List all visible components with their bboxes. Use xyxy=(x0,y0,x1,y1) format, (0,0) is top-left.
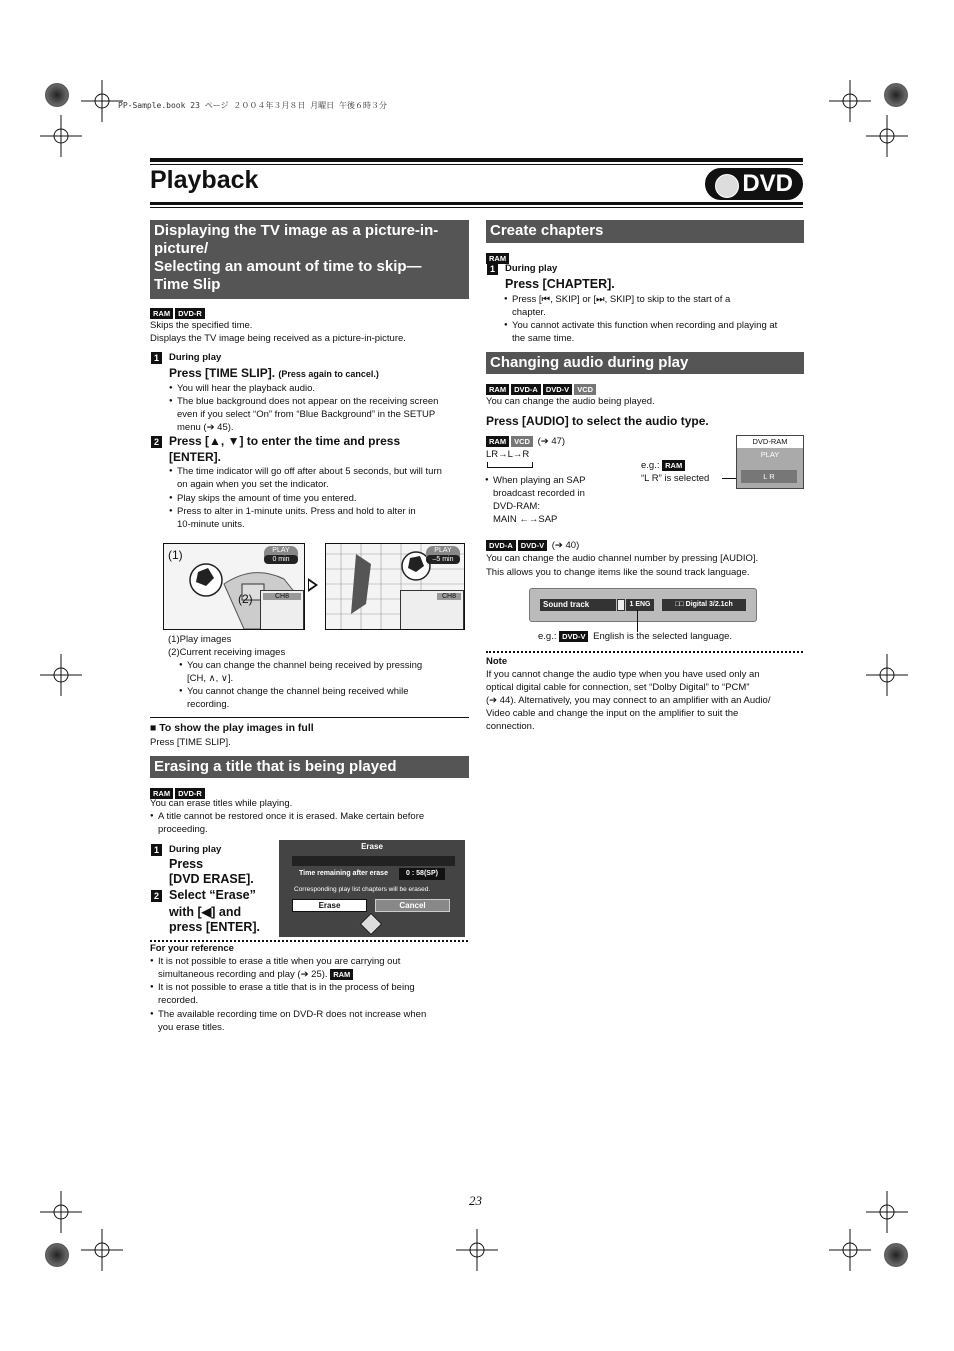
sound-track-number: 1 ENG xyxy=(626,599,654,611)
registration-mark-bc xyxy=(456,1229,498,1271)
dpad-icon xyxy=(360,913,383,936)
bullet-item: ● Press [⏮, SKIP] or [⏭, SKIP] to skip to the start of a xyxy=(512,293,730,306)
registration-mark-r1 xyxy=(866,115,908,157)
registration-mark-l2 xyxy=(40,654,82,696)
updown-icon xyxy=(617,599,625,611)
ref-heading: For your reference xyxy=(150,943,234,954)
label-2: (2) xyxy=(238,592,253,606)
screen-title: Erase xyxy=(361,842,383,851)
bullet-cont: you erase titles. xyxy=(158,1022,225,1033)
sound-track-bar xyxy=(529,588,757,622)
body-text: Press [TIME SLIP]. xyxy=(150,737,231,748)
disc-tags: RAM xyxy=(486,248,511,266)
note-text: Video cable and change the input on the amplifier to suit the xyxy=(486,708,739,719)
bullet-item: ● Play skips the amount of time you entered. xyxy=(177,492,357,505)
osd-title: DVD-RAM xyxy=(737,436,803,448)
title-rule-thin xyxy=(150,207,803,208)
pip-window: CH8 xyxy=(260,590,304,630)
registration-mark-r2 xyxy=(866,654,908,696)
sound-track-codec: □□ Digital 3/2.1ch xyxy=(662,599,746,611)
disc-tags: RAM DVD-R xyxy=(150,303,207,321)
print-header: PP-Sample.book 23 ページ ２００４年３月８日 月曜日 午後６時３分 xyxy=(118,101,387,110)
bullet-item: ● The time indicator will go off after about 5 seconds, but will turn xyxy=(177,465,442,478)
instruction: Press [AUDIO] to select the audio type. xyxy=(486,414,709,428)
play-image-after xyxy=(325,543,465,630)
dvd-logo: DVD xyxy=(705,168,803,200)
bullet-cont: broadcast recorded in xyxy=(493,488,585,499)
disc-icon xyxy=(715,174,739,198)
bullet-cont: [CH, ∧, ∨]. xyxy=(187,673,234,684)
caption: (1)Play images xyxy=(168,634,232,645)
osd-play: PLAY –5 min xyxy=(426,546,460,564)
label-1: (1) xyxy=(168,548,183,562)
note-text: (➔ 44). Alternatively, you may connect to an amplifier with an Audio/ xyxy=(486,695,771,706)
page-number: 23 xyxy=(469,1193,482,1208)
intro-text: Displays the TV image being received as a picture-in-picture. xyxy=(150,333,406,344)
top-rule-thick xyxy=(150,158,803,162)
step-instruction: Press [▲, ▼] to enter the time and press xyxy=(169,434,401,448)
erase-screen xyxy=(279,840,465,937)
step-instruction: Select “Erase” xyxy=(169,888,256,902)
step-number: 1 xyxy=(151,844,162,856)
disc-tags-ref: DVD-A DVD-V (➔ 40) xyxy=(486,539,579,552)
pointer-line xyxy=(637,610,638,632)
cycle-return-arrow xyxy=(487,462,533,468)
intro-text: You can erase titles while playing. xyxy=(150,798,293,809)
registration-mark-l1 xyxy=(40,115,82,157)
play-image-before xyxy=(163,543,305,630)
target-circle-tl xyxy=(45,83,69,107)
bullet-cont: MAIN ←→SAP xyxy=(493,514,558,525)
page-title: Playback xyxy=(150,166,259,194)
bullet-item: ● The blue background does not appear on the receiving screen xyxy=(177,395,438,408)
disc-tags: RAM DVD-R xyxy=(150,783,207,801)
osd-box xyxy=(736,435,804,489)
bullet-cont: chapter. xyxy=(512,307,546,318)
erase-button[interactable]: Erase xyxy=(292,899,367,912)
bullet-item: ● You can change the channel being received by pressing xyxy=(187,659,422,672)
step-instruction: Press [CHAPTER]. xyxy=(505,277,615,291)
step-number: 2 xyxy=(151,436,162,448)
note-heading: Note xyxy=(486,656,508,667)
screen-remaining: Time remaining after erase xyxy=(299,870,388,877)
bullet-item: ● A title cannot be restored once it is erased. Make certain before xyxy=(158,810,424,823)
pip-window: CH8 xyxy=(400,590,464,630)
section-header-time-slip: Displaying the TV image as a picture-in- picture/ Selecting an amount of time to skip— Time Slip xyxy=(150,220,469,299)
body-text: You can change the audio channel number by pressing [AUDIO]. xyxy=(486,553,759,564)
step-number: 1 xyxy=(487,263,498,275)
step-instruction: [DVD ERASE]. xyxy=(169,872,254,886)
disc-tags-ref: RAM VCD (➔ 47) xyxy=(486,435,565,448)
bullet-item: ● You will hear the playback audio. xyxy=(177,382,315,395)
cancel-button[interactable]: Cancel xyxy=(375,899,450,912)
note-text: connection. xyxy=(486,721,535,732)
screen-bar xyxy=(292,856,455,866)
step-instruction: Press xyxy=(169,857,204,871)
osd-play: PLAY 0 min xyxy=(264,546,298,564)
eg-text: e.g.: DVD-V English is the selected language. xyxy=(538,631,733,642)
bullet-item: ● You cannot activate this function when recording and playing at xyxy=(512,319,777,332)
bullet-cont: DVD-RAM: xyxy=(493,501,540,512)
target-circle-br xyxy=(884,1243,908,1267)
intro-text: Skips the specified time. xyxy=(150,320,253,331)
bullet-cont: menu (➔ 45). xyxy=(177,422,234,433)
section-header-chapters: Create chapters xyxy=(486,220,804,243)
intro-text: You can change the audio being played. xyxy=(486,396,655,407)
target-circle-tr xyxy=(884,83,908,107)
bullet-cont: simultaneous recording and play (➔ 25). RAM xyxy=(158,968,355,981)
bullet-item: ● When playing an SAP xyxy=(493,474,585,487)
step-instruction: [ENTER]. xyxy=(169,450,221,464)
note-text: optical digital cable for connection, set “Dolby Digital” to “PCM” xyxy=(486,682,750,693)
step-when: During play xyxy=(169,352,222,363)
arrow-icon-inner xyxy=(309,581,315,589)
title-rule-thick xyxy=(150,202,803,205)
step-when: During play xyxy=(505,263,558,274)
bullet-cont: proceeding. xyxy=(158,824,208,835)
section-header-erase: Erasing a title that is being played xyxy=(150,756,469,778)
bullet-cont: the same time. xyxy=(512,333,575,344)
bullet-cont: even if you select “On” from “Blue Background” in the SETUP xyxy=(177,409,436,420)
registration-mark-tr xyxy=(829,80,871,122)
step-when: During play xyxy=(169,844,222,855)
bullet-cont: recording. xyxy=(187,699,230,710)
caption: (2)Current receiving images xyxy=(168,647,286,658)
step-instruction: press [ENTER]. xyxy=(169,920,260,934)
bullet-item: ● You cannot change the channel being received while xyxy=(187,685,408,698)
registration-mark-bl xyxy=(81,1229,123,1271)
step-instruction: Press [TIME SLIP]. (Press again to cancel.) xyxy=(169,366,379,380)
bullet-cont: on again when you set the indicator. xyxy=(177,479,329,490)
step-instruction: with [◀] and xyxy=(169,905,242,919)
registration-mark-l3 xyxy=(40,1191,82,1233)
sound-track-label: Sound track xyxy=(540,599,616,611)
subheading: ■ To show the play images in full xyxy=(150,722,314,734)
registration-mark-br xyxy=(829,1229,871,1271)
screen-time: 0 : 58(SP) xyxy=(399,868,445,880)
body-text: This allows you to change items like the sound track language. xyxy=(486,567,750,578)
eg-text: “L R” is selected xyxy=(641,473,710,484)
bullet-item: ● It is not possible to erase a title that is in the process of being xyxy=(158,981,415,994)
registration-mark-tl xyxy=(81,80,123,122)
dotted-divider xyxy=(486,651,803,653)
target-circle-bl xyxy=(45,1243,69,1267)
disc-tags: RAM DVD-A DVD-V VCD xyxy=(486,379,598,397)
registration-mark-r3 xyxy=(866,1191,908,1233)
divider xyxy=(150,717,469,718)
section-header-audio: Changing audio during play xyxy=(486,352,804,374)
eg-text: e.g.: RAM xyxy=(641,459,687,472)
cycle-text: LR→L→R xyxy=(486,449,530,460)
bullet-item: ● Press to alter in 1-minute units. Press and hold to alter in xyxy=(177,505,416,518)
step-number: 2 xyxy=(151,890,162,902)
dotted-divider xyxy=(150,940,468,942)
top-rule-thin xyxy=(150,164,803,165)
step-number: 1 xyxy=(151,352,162,364)
osd-lr: L R xyxy=(741,470,797,483)
screen-message: Corresponding play list chapters will be erased. xyxy=(294,886,431,893)
bullet-cont: recorded. xyxy=(158,995,199,1006)
osd-play: PLAY xyxy=(760,450,780,459)
bullet-item: ● The available recording time on DVD-R does not increase when xyxy=(158,1008,426,1021)
note-text: If you cannot change the audio type when you have used only an xyxy=(486,669,760,680)
bullet-item: ● It is not possible to erase a title when you are carrying out xyxy=(158,955,400,968)
bullet-cont: 10-minute units. xyxy=(177,519,245,530)
